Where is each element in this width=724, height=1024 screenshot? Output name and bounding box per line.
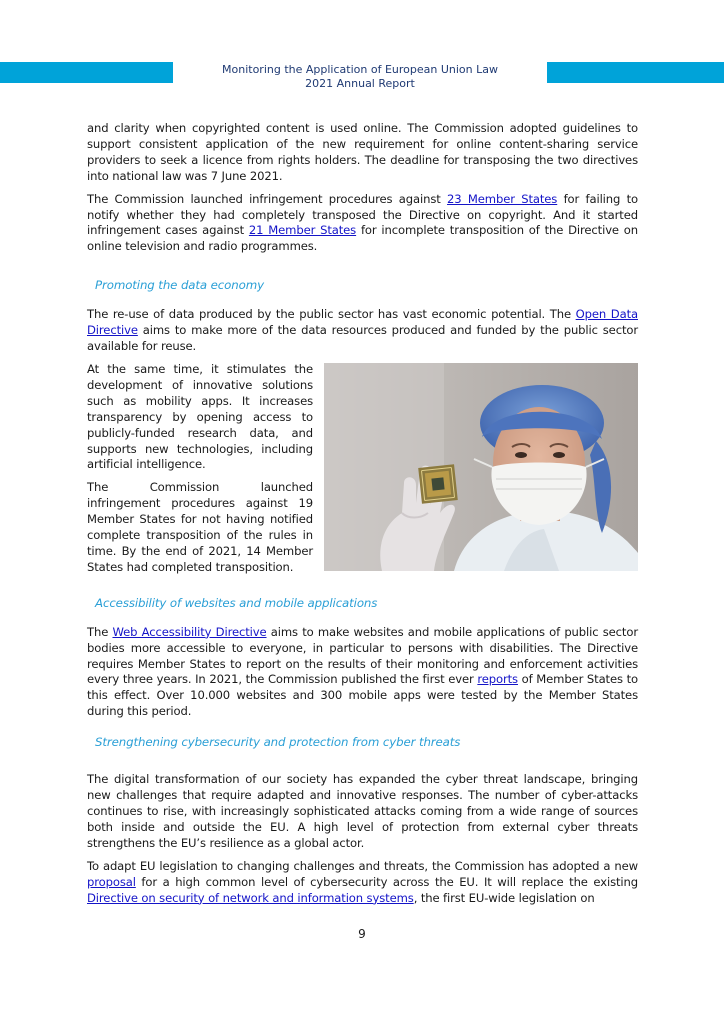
- link-21-member-states[interactable]: 21 Member States: [248, 223, 357, 238]
- paragraph-data-innovation: At the same time, it stimulates the development of innovative solutions such as mobility apps. It increases transparency by opening access to publicly-funded research data, and supports new technologies, including artificial intelligence.: [87, 361, 313, 472]
- report-title: Monitoring the Application of European Union Law: [222, 63, 498, 76]
- paragraph-cyber-legislation: To adapt EU legislation to changing challenges and threats, the Commission has adopted a new proposal for a high common level of cybersecurity across the EU. It will replace the existing Directive on security of network and information systems, the first EU-wide legislation on: [87, 858, 638, 905]
- link-23-member-states[interactable]: 23 Member States: [447, 191, 558, 206]
- section-heading-cybersecurity: Strengthening cybersecurity and protection from cyber threats: [95, 735, 461, 750]
- link-nis-directive[interactable]: Directive on security of network and information systems: [87, 890, 414, 905]
- report-subtitle: 2021 Annual Report: [305, 77, 415, 90]
- section-heading-data-economy: Promoting the data economy: [95, 278, 264, 293]
- paragraph-copyright-continued: and clarity when copyrighted content is used online. The Commission adopted guidelines to support consistent application of the new requirement for online content-sharing service providers to seek a licence from rights holders. The deadline for transposing the two directives into national law was 7 June 2021.: [87, 121, 638, 183]
- researcher-photo-illustration: [324, 363, 638, 571]
- link-proposal[interactable]: proposal: [87, 874, 136, 889]
- paragraph-data-infringement: The Commission launched infringement procedures against 19 Member States for not having notified complete transposition of the rules in time. By the end of 2021, 14 Member States had completed transposition.: [87, 480, 313, 574]
- page-number: 9: [358, 927, 366, 941]
- paragraph-open-data: The re-use of data produced by the public sector has vast economic potential. The Open Data Directive aims to make more of the data resources produced and funded by the public sector available for reuse.: [87, 307, 639, 354]
- page-body: [87, 121, 638, 913]
- header-accent-bar-left: [0, 62, 173, 83]
- paragraph-infringement-copyright: The Commission launched infringement procedures against 23 Member States for failing to notify whether they had completely transposed the Directive on copyright. And it started infringement cases against 21 Member States for incomplete transposition of the Directive on online television and radio programmes.: [87, 191, 639, 254]
- header-accent-bar-right: [547, 62, 724, 83]
- paragraph-web-accessibility: The Web Accessibility Directive aims to make websites and mobile applications of public sector bodies more accessible to everyone, in particular to persons with disabilities. The Directive requires Member States to report on the results of their monitoring and enforcement activities every three years. In 2021, the Commission published the first ever reports of Member States to this effect. Over 10.000 websites and 300 mobile apps were tested by the Member States during this period.: [87, 624, 638, 719]
- link-open-data-directive[interactable]: Open Data Directive: [87, 307, 639, 338]
- section-heading-web-accessibility: Accessibility of websites and mobile applications: [95, 595, 378, 610]
- link-reports[interactable]: reports: [477, 672, 518, 687]
- paragraph-cyber-threats: The digital transformation of our society has expanded the cyber threat landscape, bringing new challenges that require adapted and innovative responses. The number of cyber-attacks continues to rise, with increasingly sophisticated attacks coming from a wide range of sources both inside and outside the EU. A high level of protection from external cyber threats strengthens the EU’s resilience as a global actor.: [87, 772, 638, 850]
- link-web-accessibility-directive[interactable]: Web Accessibility Directive: [112, 624, 267, 639]
- photo-researcher-holding-microchip: [324, 363, 638, 571]
- report-header: [173, 63, 547, 91]
